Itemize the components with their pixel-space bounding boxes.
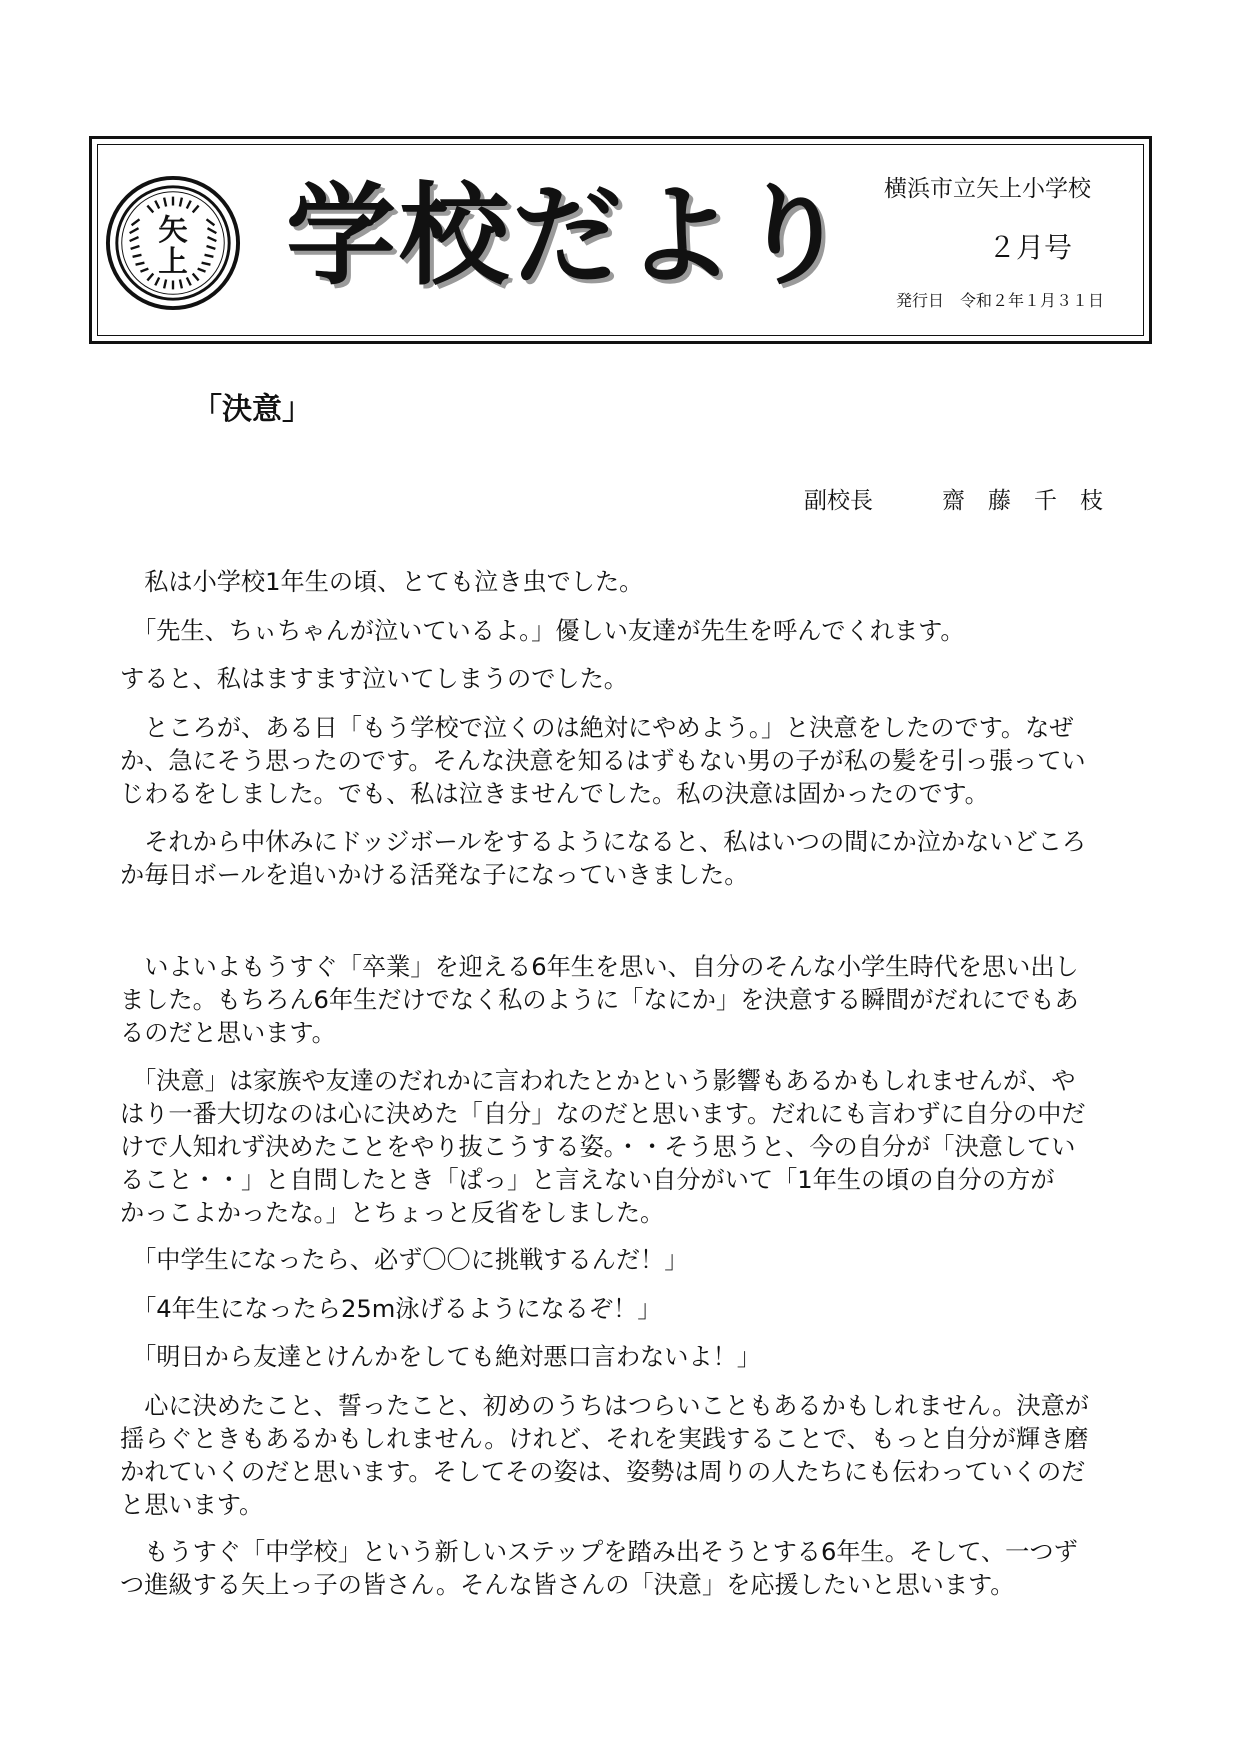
paragraph-12	[120, 1536, 1140, 1602]
seal-char-top: 矢	[158, 213, 188, 248]
paragraph-line: はり一番大切なのは心に決めた「自分」なのだと思います。だれにも言わずに自分の中だ	[120, 1100, 1086, 1128]
paragraph-5	[120, 826, 1140, 892]
paragraph-4	[120, 712, 1140, 811]
newsletter-title: 学校だより	[286, 172, 851, 300]
paragraph-line: 「決意」は家族や友達のだれかに言われたとかという影響もあるかもしれませんが、や	[120, 1067, 1076, 1095]
paragraph-line: と思います。	[120, 1491, 264, 1519]
paragraph-line: ところが、ある日「もう学校で泣くのは絶対にやめよう。」と決意をしたのです。なぜ	[120, 714, 1074, 742]
seal-char-bottom: 上	[158, 244, 188, 279]
paragraph-line: それから中休みにドッジボールをするようになると、私はいつの間にか泣かないどころ	[120, 828, 1087, 856]
paragraph-line: もうすぐ「中学校」という新しいステップを踏み出そうとする6年生。そして、一つず	[120, 1538, 1078, 1566]
paragraph-line: 「明日から友達とけんかをしても絶対悪口言わないよ！」	[120, 1343, 761, 1371]
paragraph-2	[120, 615, 1140, 648]
paragraph-line: 「4年生になったら25m泳げるようになるぞ！」	[120, 1295, 662, 1323]
paragraph-line: 揺らぐときもあるかもしれません。けれど、それを実践することで、もっと自分が輝き磨	[120, 1425, 1089, 1453]
school-seal-logo	[104, 174, 242, 312]
paragraph-line: ました。もちろん6年生だけでなく私のように「なにか」を決意する瞬間がだれにでもあ	[120, 986, 1079, 1014]
paragraph-line: 心に決めたこと、誓ったこと、初めのうちはつらいこともあるかもしれません。決意が	[120, 1392, 1089, 1420]
paragraph-1	[120, 566, 1140, 599]
paragraph-7	[120, 1065, 1140, 1230]
paragraph-8	[120, 1244, 1140, 1277]
paragraph-line: ること・・」と自問したとき「ぱっ」と言えない自分がいて「1年生の頃の自分の方が	[120, 1166, 1055, 1194]
paragraph-3	[120, 663, 1140, 696]
paragraph-9	[120, 1293, 1140, 1326]
paragraph-6	[120, 951, 1140, 1050]
paragraph-line: るのだと思います。	[120, 1019, 336, 1047]
issue-date: 発行日 令和２年１月３１日	[896, 291, 1105, 310]
article-heading: 「決意」	[192, 392, 312, 427]
paragraph-line: じわるをしました。でも、私は泣きませんでした。私の決意は固かったのです。	[120, 780, 989, 808]
school-name: 横浜市立矢上小学校	[884, 176, 1091, 202]
paragraph-line: いよいよもうすぐ「卒業」を迎える6年生を思い、自分のそんな小学生時代を思い出し	[120, 953, 1079, 981]
paragraph-line: かっこよかったな。」とちょっと反省をしました。	[120, 1199, 665, 1227]
paragraph-line: か、急にそう思ったのです。そんな決意を知るはずもない男の子が私の髪を引っ張ってい	[120, 747, 1086, 775]
paragraph-line: つ進級する矢上っ子の皆さん。そんな皆さんの「決意」を応援したいと思います。	[120, 1571, 1015, 1599]
paragraph-10	[120, 1341, 1140, 1374]
paragraph-line: か毎日ボールを追いかける活発な子になっていきました。	[120, 861, 749, 889]
paragraph-line: けで人知れず決めたことをやり抜こうする姿。・・そう思うと、今の自分が「決意してい	[120, 1133, 1076, 1161]
paragraph-11	[120, 1390, 1140, 1522]
article-author: 副校長 齋 藤 千 枝	[804, 488, 1103, 514]
paragraph-line: 私は小学校1年生の頃、とても泣き虫でした。	[120, 568, 644, 596]
paragraph-line: すると、私はますます泣いてしまうのでした。	[120, 665, 628, 693]
issue-label: ２月号	[988, 231, 1073, 264]
paragraph-line: 「中学生になったら、必ず〇〇に挑戦するんだ！」	[120, 1246, 689, 1274]
paragraph-line: 「先生、ちぃちゃんが泣いているよ。」優しい友達が先生を呼んでくれます。	[120, 617, 965, 645]
paragraph-line: かれていくのだと思います。そしてその姿は、姿勢は周りの人たちにも伝わっていくのだ	[120, 1458, 1086, 1486]
